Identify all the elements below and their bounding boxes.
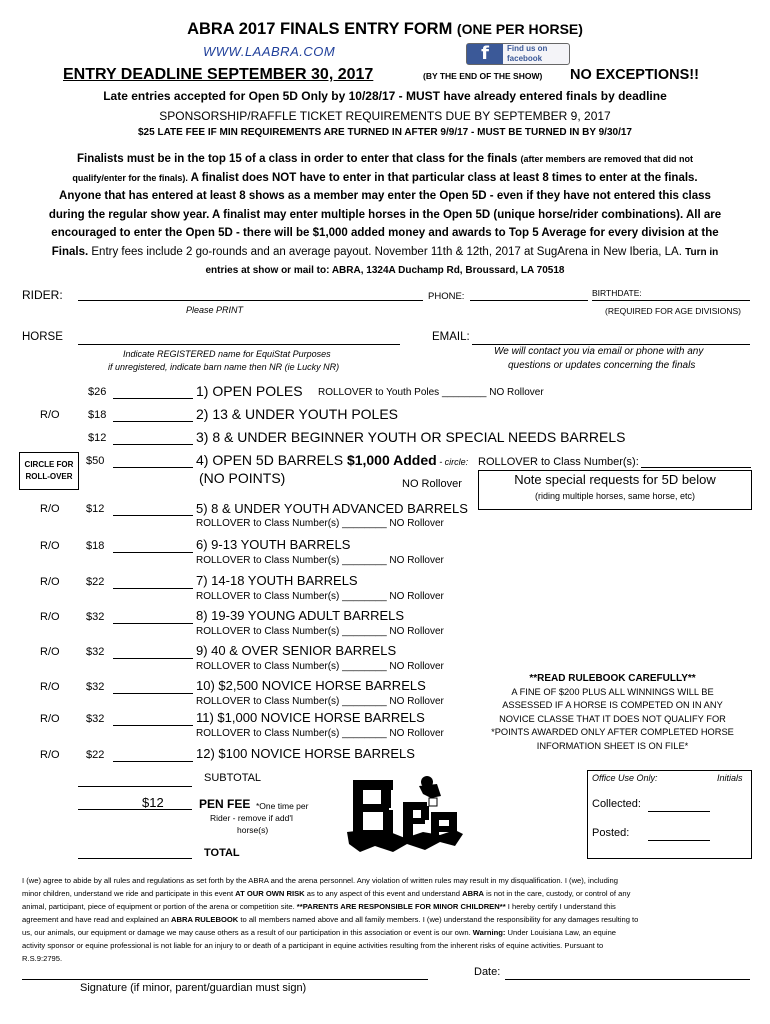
intro-line5: encouraged to enter the Open 5D - there will be $1,000 added money and awards to Top 5 Average for every division at the — [51, 227, 719, 239]
office-use-box — [587, 770, 752, 859]
rulebook-line4: *POINTS AWARDED ONLY AFTER COMPLETED HORSE — [491, 727, 734, 737]
late-entries-a: Late entries accepted for Open 5D Only by 10/28/17 - — [103, 89, 406, 103]
circle-box-line2: ROLL-OVER — [25, 472, 73, 481]
legal-line1: I (we) agree to abide by all rules and regulations as set forth by the ABRA and the arena personnel. Any violation of written rules may result in my disqualification. I (we), including — [22, 876, 619, 885]
subtotal-input[interactable] — [78, 786, 192, 787]
pen-fee-label: PEN FEE — [199, 797, 251, 811]
class-10-entry-line[interactable] — [113, 693, 193, 694]
liability-agreement — [22, 874, 757, 965]
intro-line1: Finalists must be in the top 15 of a class in order to enter that class for the finals — [76, 153, 518, 165]
class-4-circle: - circle: — [436, 457, 469, 467]
birthdate-label: BIRTHDATE: — [592, 288, 642, 298]
class-8-rollover[interactable]: ROLLOVER to Class Number(s) ________ NO Rollover — [196, 626, 444, 637]
circle-for-rollover-box — [19, 452, 79, 490]
legal-line5: us, our animals, our equipment or damage we may cause others as a result of our participation in this association or event is our own. Warning: Under Louisiana Law, an equine — [22, 928, 617, 937]
class-11-rollover[interactable]: ROLLOVER to Class Number(s) ________ NO Rollover — [196, 728, 444, 739]
signature-input[interactable] — [22, 979, 428, 980]
abra-logo-graphic — [345, 772, 465, 864]
class-4-name-main: 4) OPEN 5D BARRELS — [196, 452, 347, 468]
email-label: EMAIL: — [432, 331, 470, 343]
facebook-icon: f — [467, 44, 503, 64]
form-title — [0, 20, 770, 39]
website-link[interactable]: WWW.LAABRA.COM — [203, 44, 336, 59]
office-use-label: Office Use Only: — [592, 773, 658, 783]
collected-input[interactable] — [648, 811, 710, 812]
rulebook-line1: A FINE OF $200 PLUS ALL WINNINGS WILL BE — [511, 686, 714, 697]
class-7-rollover[interactable]: ROLLOVER to Class Number(s) ________ NO Rollover — [196, 591, 444, 602]
intro-line3: Anyone that has entered at least 8 shows as a member may enter the Open 5D - even if they have not entered this class — [59, 190, 711, 202]
class-6-entry-line[interactable] — [113, 552, 193, 553]
class-10-ro: R/O — [40, 681, 60, 693]
legal-line6: activity sponsor or equine professional is not liable for an injury to or death of a participant in equine activities resulting from the inherent risks of equine activities. Pursuant to — [22, 941, 604, 950]
class-4-fee: $50 — [86, 455, 105, 467]
no-exceptions: NO EXCEPTIONS!! — [570, 67, 699, 83]
class-4-no-rollover[interactable]: NO Rollover — [402, 478, 462, 490]
intro-line6c: Turn in — [685, 246, 719, 258]
date-input[interactable] — [505, 979, 750, 980]
class-2-name: 2) 13 & UNDER YOUTH POLES — [196, 406, 399, 422]
entry-deadline: ENTRY DEADLINE SEPTEMBER 30, 2017 — [63, 66, 374, 83]
intro-line1-note: (after members are removed that did not — [520, 154, 694, 164]
class-5-ro: R/O — [40, 503, 60, 515]
class-11-fee: $32 — [86, 713, 105, 725]
class-9-ro: R/O — [40, 646, 60, 658]
class-12-fee: $22 — [86, 749, 105, 761]
email-hint2: questions or updates concerning the finals — [508, 360, 696, 371]
phone-input[interactable] — [470, 300, 588, 301]
total-label: TOTAL — [204, 847, 240, 859]
rulebook-notice — [470, 672, 755, 753]
rider-label: RIDER: — [22, 288, 63, 302]
class-2-ro: R/O — [40, 409, 60, 421]
posted-label: Posted: — [592, 827, 630, 839]
horse-hint2: if unregistered, indicate barn name then NR (ie Lucky NR) — [108, 362, 340, 372]
rulebook-line2: ASSESSED IF A HORSE IS COMPETED ON IN ANY — [502, 700, 723, 710]
class-1-fee: $26 — [88, 386, 107, 398]
intro-line6a: Finals. — [51, 245, 89, 258]
class-5-rollover[interactable]: ROLLOVER to Class Number(s) ________ NO Rollover — [196, 518, 444, 529]
open5d-rollover-input[interactable] — [641, 467, 751, 468]
rulebook-line3: NOVICE CLASSE THAT IT DOES NOT QUALIFY FOR — [499, 713, 726, 724]
pen-fee-note3: horse(s) — [237, 825, 269, 835]
deadline-note: (BY THE END OF THE SHOW) — [423, 71, 543, 81]
intro-line2-note: qualify/enter for the finals). — [72, 172, 188, 183]
late-fee-notice: $25 LATE FEE IF MIN REQUIREMENTS ARE TURNED IN AFTER 9/9/17 - MUST BE TURNED IN BY 9/30/17 — [138, 127, 632, 138]
birthdate-input[interactable] — [592, 300, 750, 301]
email-input[interactable] — [472, 344, 750, 345]
facebook-line1: Find us on — [507, 44, 548, 53]
total-input[interactable] — [78, 858, 192, 859]
horse-label: HORSE — [22, 331, 63, 343]
class-1-entry-line[interactable] — [113, 398, 193, 399]
pen-fee-value: $12 — [142, 795, 164, 810]
class-6-rollover[interactable]: ROLLOVER to Class Number(s) ________ NO Rollover — [196, 555, 444, 566]
form-title-main: ABRA 2017 FINALS ENTRY FORM — [187, 20, 453, 38]
class-1-name: 1) OPEN POLES — [196, 383, 303, 399]
intro-paragraph — [0, 150, 770, 281]
class-11-name: 11) $1,000 NOVICE HORSE BARRELS — [196, 710, 425, 725]
class-3-fee: $12 — [88, 432, 107, 444]
class-4-added: $1,000 Added — [346, 452, 437, 468]
abra-logo — [345, 772, 465, 864]
email-hint1: We will contact you via email or phone with any — [494, 346, 704, 357]
class-9-fee: $32 — [86, 646, 105, 658]
pen-fee-note: *One time per — [256, 801, 309, 811]
class-5-entry-line[interactable] — [113, 515, 193, 516]
class-8-name: 8) 19-39 YOUNG ADULT BARRELS — [196, 608, 405, 623]
legal-line4: agreement and have read and explained an ABRA RULEBOOK to all members named above and all family members. I (we) understand the responsibility for any damages resulting to — [22, 915, 639, 924]
class-7-ro: R/O — [40, 576, 60, 588]
rider-hint: Please PRINT — [186, 305, 244, 315]
class-7-name: 7) 14-18 YOUTH BARRELS — [196, 573, 358, 588]
subtotal-label: SUBTOTAL — [204, 772, 262, 784]
class-4-no-points: (NO POINTS) — [199, 470, 286, 486]
open5d-note-sub: (riding multiple horses, same horse, etc) — [534, 491, 696, 501]
legal-line7: R.S.9:2795. — [22, 954, 63, 963]
class-1-rollover[interactable]: ROLLOVER to Youth Poles ________ NO Rollover — [318, 387, 544, 398]
signature-label: Signature (if minor, parent/guardian must sign) — [80, 982, 307, 994]
class-3-name: 3) 8 & UNDER BEGINNER YOUTH OR SPECIAL NEEDS BARRELS — [196, 429, 626, 445]
class-4-name — [196, 452, 468, 468]
open5d-note: Note special requests for 5D below — [514, 472, 716, 487]
class-6-name: 6) 9-13 YOUTH BARRELS — [196, 537, 351, 552]
class-7-entry-line[interactable] — [113, 588, 193, 589]
facebook-text — [507, 44, 547, 64]
class-8-ro: R/O — [40, 611, 60, 623]
class-2-fee: $18 — [88, 409, 107, 421]
horse-input[interactable] — [78, 344, 400, 345]
class-12-entry-line[interactable] — [113, 761, 193, 762]
class-12-ro: R/O — [40, 749, 60, 761]
class-8-fee: $32 — [86, 611, 105, 623]
sponsorship-requirement: SPONSORSHIP/RAFFLE TICKET REQUIREMENTS DUE BY SEPTEMBER 9, 2017 — [159, 109, 611, 123]
facebook-badge[interactable] — [466, 43, 570, 65]
open5d-rollover-label: ROLLOVER to Class Number(s): — [478, 456, 639, 468]
initials-label: Initials — [717, 773, 743, 783]
facebook-line2: facebook — [507, 54, 543, 63]
rulebook-title: **READ RULEBOOK CAREFULLY** — [529, 673, 696, 684]
class-3-entry-line[interactable] — [113, 444, 193, 445]
class-12-name: 12) $100 NOVICE HORSE BARRELS — [196, 746, 415, 761]
class-9-entry-line[interactable] — [113, 658, 193, 659]
logo-text — [345, 772, 346, 773]
legal-line2: minor children, understand we ride and participate in this event AT OUR OWN RISK as to any aspect of this event and understand ABRA is not in the care, custody, or control of any — [22, 889, 631, 898]
class-11-entry-line[interactable] — [113, 725, 193, 726]
class-10-rollover[interactable]: ROLLOVER to Class Number(s) ________ NO Rollover — [196, 696, 444, 707]
rulebook-line5: INFORMATION SHEET IS ON FILE* — [536, 740, 689, 751]
collected-label: Collected: — [592, 798, 641, 810]
class-11-ro: R/O — [40, 713, 60, 725]
class-8-entry-line[interactable] — [113, 623, 193, 624]
class-7-fee: $22 — [86, 576, 105, 588]
rider-input[interactable] — [78, 300, 423, 301]
class-9-name: 9) 40 & OVER SENIOR BARRELS — [196, 643, 397, 658]
phone-label: PHONE: — [428, 291, 465, 302]
pen-fee-note2: Rider - remove if add'l — [210, 813, 293, 823]
intro-line6b: Entry fees include 2 go-rounds and an average payout. November 11th & 12th, 2017 at SugArena in New Iberia, LA. — [91, 245, 682, 258]
intro-line2: A finalist does NOT have to enter in that particular class at least 8 times to enter at the finals. — [190, 171, 698, 184]
class-4-entry-line[interactable] — [113, 467, 193, 468]
class-5-fee: $12 — [86, 503, 105, 515]
date-label: Date: — [474, 966, 501, 978]
class-10-fee: $32 — [86, 681, 105, 693]
class-6-ro: R/O — [40, 540, 60, 552]
class-6-fee: $18 — [86, 540, 105, 552]
intro-line7: entries at show or mail to: ABRA, 1324A Duchamp Rd, Broussard, LA 70518 — [205, 265, 565, 276]
class-9-rollover[interactable]: ROLLOVER to Class Number(s) ________ NO Rollover — [196, 661, 444, 672]
birthdate-hint: (REQUIRED FOR AGE DIVISIONS) — [605, 306, 742, 316]
legal-line3: animal, participant, piece of equipment or portion of the arena or competition site. **PARENTS ARE RESPONSIBLE FOR MINOR CHILDREN** I hereby certify I understand this — [22, 902, 616, 911]
open5d-note-box[interactable] — [478, 470, 752, 510]
class-5-name: 5) 8 & UNDER YOUTH ADVANCED BARRELS — [196, 501, 468, 516]
circle-box-line1: CIRCLE FOR — [24, 460, 74, 469]
horse-hint1: Indicate REGISTERED name for EquiStat Purposes — [123, 349, 331, 359]
class-10-name: 10) $2,500 NOVICE HORSE BARRELS — [196, 678, 426, 693]
pen-fee-input — [78, 809, 192, 810]
form-title-suffix: (ONE PER HORSE) — [456, 21, 583, 37]
intro-line4: during the regular show year. A finalist may enter multiple horses in the Open 5D (unique horse/rider combinations). All are — [48, 208, 722, 221]
posted-input[interactable] — [648, 840, 710, 841]
late-entries — [0, 89, 770, 103]
class-2-entry-line[interactable] — [113, 421, 193, 422]
late-entries-b: MUST have already entered finals by deadline — [406, 89, 667, 103]
